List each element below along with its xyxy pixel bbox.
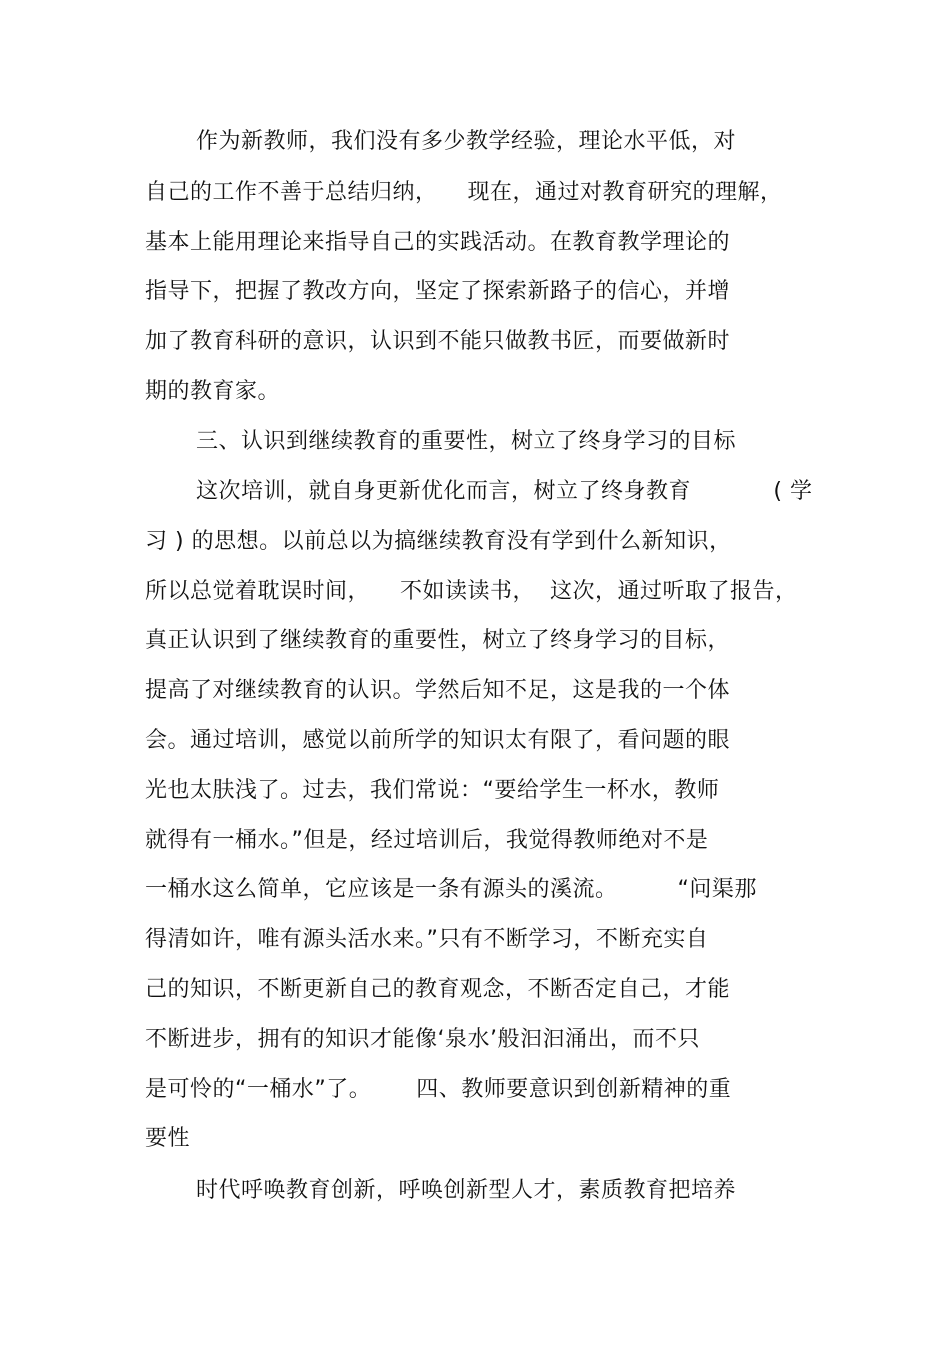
paragraph-line: 得清如许，唯有源头活水来。”只有不断学习，不断充实自 [145,927,709,952]
paragraph-line: 指导下，把握了教改方向，坚定了探索新路子的信心，并增 [145,279,731,304]
paragraph-line: 会。通过培训，感觉以前所学的知识太有限了，看问题的眼 [145,728,731,753]
paragraph-line: 所以总觉着耽误时间， 不如读读书， 这次，通过听取了报告， [145,579,798,604]
paragraph-line: 是可怜的“一桶水”了。 四、教师要意识到创新精神的重 [145,1077,732,1102]
paragraph-line: 不断进步，拥有的知识才能像‘泉水’般汩汩涌出，而不只 [145,1027,700,1052]
paragraph-line: 时代呼唤教育创新，呼唤创新型人才，素质教育把培养 [196,1178,737,1203]
paragraph-line: 光也太肤浅了。过去，我们常说：“要给学生一杯水，教师 [145,778,720,803]
paragraph-line: 自己的工作不善于总结归纳， 现在，通过对教育研究的理解， [145,180,783,205]
paragraph-line: 基本上能用理论来指导自己的实践活动。在教育教学理论的 [145,230,731,255]
section-heading: 要性 [145,1126,191,1151]
paragraph-line: 一桶水这么简单，它应该是一条有源头的溪流。 “问渠那 [145,877,757,902]
paragraph-line: 就得有一桶水。”但是，经过培训后，我觉得教师绝对不是 [145,828,709,853]
paragraph-line: 这次培训，就自身更新优化而言，树立了终身教育 ( 学 [196,479,813,504]
paragraph-line: 加了教育科研的意识，认识到不能只做教书匠，而要做新时 [145,329,731,354]
paragraph-line: 真正认识到了继续教育的重要性，树立了终身学习的目标， [145,628,731,653]
section-heading: 三、认识到继续教育的重要性，树立了终身学习的目标 [196,429,737,454]
paragraph-line: 作为新教师，我们没有多少教学经验，理论水平低，对 [196,129,737,154]
paragraph-line: 习 ) 的思想。以前总以为搞继续教育没有学到什么新知识， [145,529,732,554]
paragraph-line: 提高了对继续教育的认识。学然后知不足，这是我的一个体 [145,678,731,703]
paragraph-line: 己的知识，不断更新自己的教育观念，不断否定自己，才能 [145,977,731,1002]
paragraph-line: 期的教育家。 [145,379,281,404]
